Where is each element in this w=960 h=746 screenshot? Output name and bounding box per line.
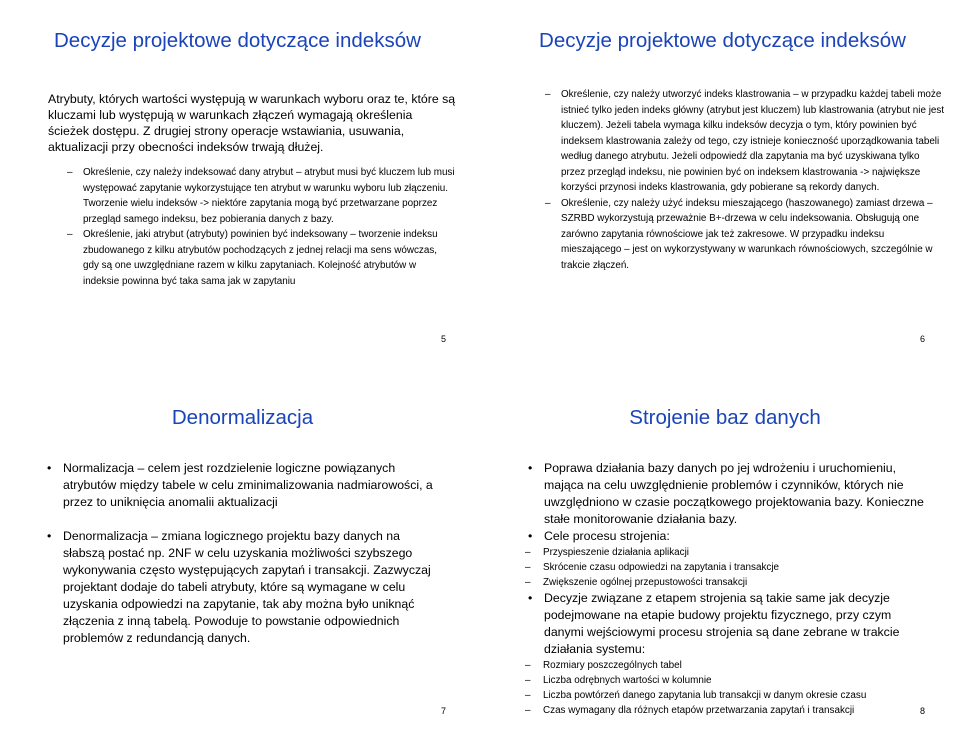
slide-title: Strojenie baz danych (629, 406, 821, 429)
dash-bullet-icon: – (525, 547, 531, 558)
page-number: 6 (920, 334, 926, 344)
slide-bullet-list (46, 460, 436, 647)
page-number: 5 (441, 334, 447, 344)
sub-list-item-text: Określenie, czy należy użyć indeksu mieszającego (haszowanego) zamiast drzewa – SZRBD wykorzystują przeważnie B+-drzewa w celu indeksowania. Obsługują one zarówno zapytania równościowe jak też zakresowe. W przypadku indeksu mieszającego – jest on wykorzystywany w warunkach równościowych, szczególnie w trakcie złączeń. (561, 197, 933, 271)
sub-list-item (510, 658, 932, 673)
sub-list-item-text: Zwiększenie ogólnej przepustowości transakcji (543, 577, 748, 588)
bullet-item (527, 590, 932, 658)
slide-8 (505, 405, 945, 716)
slide-sub-list (67, 165, 455, 289)
bullet-item (527, 460, 932, 528)
bullet-item-text: Normalizacja – celem jest rozdzielenie logiczne powiązanych atrybutów między tabele w celu zminimalizowania nadmiarowości, a przez to uniknięcia anomalii aktualizacji (63, 461, 433, 509)
slide-bullet-list (527, 460, 932, 718)
bullet-item-text: Denormalizacja – zmiana logicznego projektu bazy danych na słabszą postać np. 2NF w celu uzyskania możliwości szybszego wykonywania często występujących zapytań i transakcji. Zazwyczaj projektant dodaje do tabeli atrybuty, które są wymagane w celu uzyskania odpowiedzi na zapytanie, tak aby można było uniknąć złączenia z inną tabelą. Powoduje to powstanie odpowiednich problemów z redundancją danych. (63, 529, 431, 645)
sub-list-item-text: Rozmiary poszczególnych tabel (543, 660, 682, 671)
sub-list-item (510, 575, 932, 590)
slide-sub-list (545, 87, 945, 273)
bullet-item-text: Poprawa działania bazy danych po jej wdrożeniu i uruchomieniu, mająca na celu uwzględnienie problemów i czynników, których nie uwzględniono w czasie początkowego projektowania bazy. Konieczne stałe monitorowanie działania bazy. (544, 461, 924, 526)
slide-intro-paragraph: Atrybuty, których wartości występują w warunkach wyboru oraz te, które są kluczami lub występują w warunkach złączeń wymagają określenia ścieżek dostępu. Z drugiej strony operacje wstawiania, usuwania, aktualizacji przy obecności indeksów trwają dłużej. (48, 92, 456, 154)
sub-list-item-text: Określenie, jaki atrybut (atrybuty) powinien być indeksowany – tworzenie indeksu zbudowanego z kilku atrybutów pochodzących z jednej relacji ma sens wówczas, gdy są one uwzględniane razem w kilku zapytaniach. Kolejność atrybutów w indeksie powinna być taka sama jak w zapytaniu (83, 229, 438, 287)
sub-list-item (510, 545, 932, 560)
dash-bullet-icon: – (525, 577, 531, 588)
sub-list-item-text: Liczba powtórzeń danego zapytania lub transakcji w danym okresie czasu (543, 690, 867, 701)
sub-list-item-text: Skrócenie czasu odpowiedzi na zapytania i transakcje (543, 562, 780, 573)
sub-list-item (545, 87, 945, 196)
bullet-item (46, 528, 436, 647)
dash-bullet-icon: – (525, 660, 531, 671)
page-number: 8 (920, 706, 926, 716)
sub-list-item-text: Czas wymagany dla różnych etapów przetwarzania zapytań i transakcji (543, 705, 855, 716)
bullet-icon: • (47, 461, 52, 475)
dash-bullet-icon: – (525, 705, 531, 716)
dash-bullet-icon: – (525, 562, 531, 573)
page-number: 7 (441, 706, 447, 716)
sub-list-item (510, 673, 932, 688)
slide-title: Denormalizacja (171, 406, 314, 429)
slide-title: Decyzje projektowe dotyczące indeksów (54, 29, 421, 52)
slide-6 (505, 28, 945, 328)
bullet-icon: • (528, 529, 533, 543)
sub-list-item (510, 688, 932, 703)
slide-title: Decyzje projektowe dotyczące indeksów (539, 29, 906, 52)
slide-7 (20, 405, 465, 705)
sub-list-item (510, 703, 932, 718)
dash-bullet-icon: – (525, 675, 531, 686)
dash-bullet-icon: – (525, 690, 531, 701)
sub-list-item-text: Określenie, czy należy utworzyć indeks klastrowania – w przypadku każdej tabeli może istnieć tylko jeden indeks główny (atrybut jest kluczem) lub klastrowania (atrybut nie jest kluczem). Jeżeli tabela wymaga kilku indeksów decyzja o tym, który powinien być indeksem klastrowania zależy od tego, czy istnieje konieczność uporządkowania tabeli według danego atrybutu. Jeżeli odpowiedź dla zapytania ma być uzyskiwana tylko przez przegląd indeksu, nie powinien być on indeksem klastrowania -> największe korzyści przynosi indeks klastrowania, gdy pobierane są rekordy danych. (561, 89, 945, 193)
sub-list-item-text: Określenie, czy należy indeksować dany atrybut – atrybut musi być kluczem lub musi występować zapytanie wykorzystujące ten atrybut w warunku wyboru lub złączeniu. Tworzenie wielu indeksów -> niektóre zapytania mogą być przetwarzane poprzez przegląd samego indeksu, bez pobierania danych z bazy. (83, 167, 455, 225)
sub-list-item-text: Przyspieszenie działania aplikacji (543, 547, 690, 558)
bullet-icon: • (528, 461, 533, 475)
slide-5 (20, 28, 455, 328)
bullet-item-text: Cele procesu strojenia: (544, 529, 670, 543)
dash-bullet-icon: – (545, 197, 551, 209)
sub-list-item (67, 227, 455, 289)
dash-bullet-icon: – (67, 167, 73, 178)
bullet-item (46, 460, 436, 511)
dash-bullet-icon: – (545, 89, 551, 100)
dash-bullet-icon: – (67, 229, 73, 240)
sub-list-item-text: Liczba odrębnych wartości w kolumnie (543, 675, 712, 686)
sub-list-item (545, 196, 945, 274)
bullet-icon: • (528, 591, 533, 605)
bullet-icon: • (47, 529, 52, 543)
bullet-item-text: Decyzje związane z etapem strojenia są takie same jak decyzje podejmowane na etapie budowy projektu fizycznego, przy czym danymi wejściowymi procesu strojenia są dane zebrane w trakcie działania systemu: (544, 591, 900, 656)
sub-list-item (67, 165, 455, 227)
bullet-item (527, 528, 932, 545)
sub-list-item (510, 560, 932, 575)
